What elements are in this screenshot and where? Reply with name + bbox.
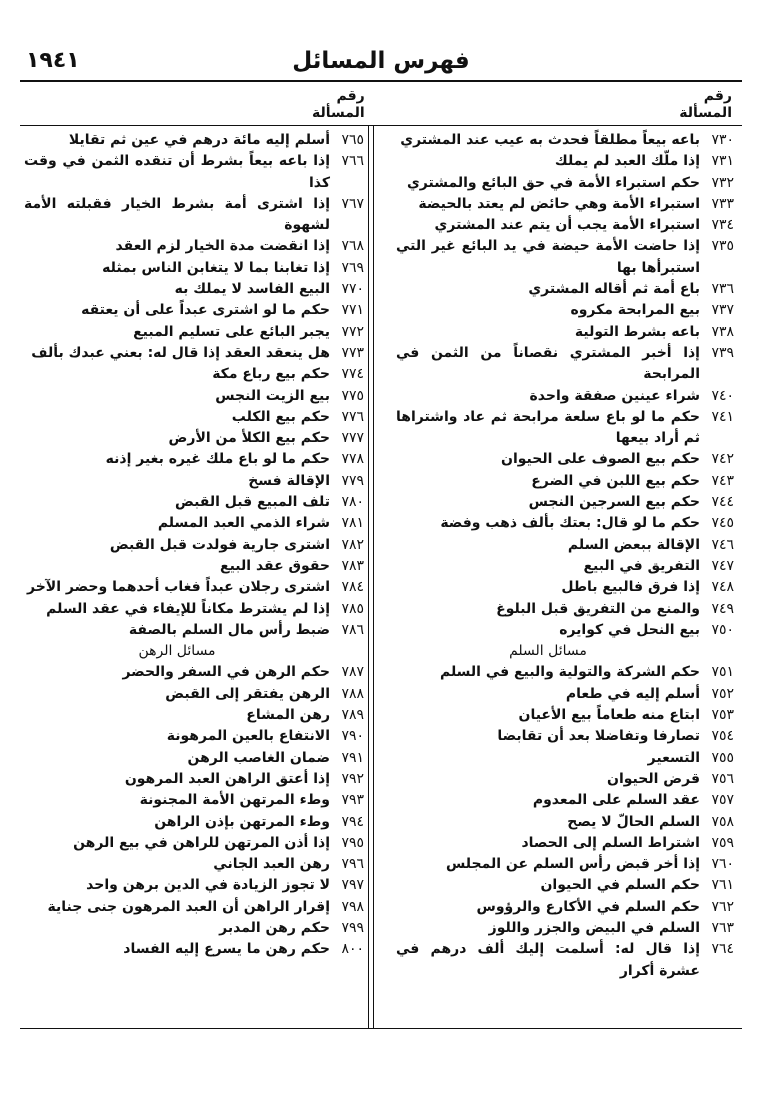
index-entry: [24, 151, 364, 194]
index-entry: [24, 343, 364, 364]
entry-number: ٧٤٢: [711, 451, 734, 468]
entry-text: إذا اشترى أمة بشرط الخيار فقبلته الأمة لشهوة: [24, 195, 330, 234]
index-entry: [24, 428, 364, 449]
index-entry: [24, 258, 364, 279]
entry-text: إذا فرق فالبيع باطل: [561, 579, 700, 596]
entry-text: باع أمة ثم أقاله المشتري: [528, 281, 700, 298]
index-entry: [24, 556, 364, 577]
entry-text: هل ينعقد العقد إذا قال له: بعني عبدك بألف: [31, 344, 330, 361]
entry-number: ٨٠٠: [341, 941, 364, 958]
entry-text: لا تجوز الزيادة في الدين برهن واحد: [86, 877, 330, 894]
page-number: ١٩٤١: [26, 48, 80, 73]
entry-number: ٧٣٨: [711, 323, 734, 340]
entry-number: ٧٤٤: [711, 494, 734, 511]
entry-number: ٧٦٨: [341, 238, 364, 255]
entry-number: ٧٦٣: [711, 919, 734, 936]
index-entry: [24, 194, 364, 237]
entry-text: تلف المبيع قبل القبض: [174, 494, 330, 511]
entry-number: ٧٤١: [711, 408, 734, 425]
entry-text: حكم الرهن في السفر والحضر: [122, 664, 330, 681]
entry-text: الرهن يفتقر إلى القبض: [165, 685, 330, 702]
section-heading: [396, 641, 734, 662]
entry-text: يجبر البائع على تسليم المبيع: [133, 323, 330, 340]
entry-text: الإقالة فسخ: [248, 472, 330, 489]
index-entry: [24, 236, 364, 257]
entry-text: حكم بيع الصوف على الحيوان: [501, 451, 700, 468]
entry-text: إذا أذن المرتهن للراهن في بيع الرهن: [73, 834, 330, 851]
entry-number: ٧٩٦: [341, 856, 364, 873]
entry-number: ٧٤٥: [711, 515, 734, 532]
index-entry: [396, 343, 734, 386]
entry-text: أسلم إليه مائة درهم في عين ثم تقايلا: [68, 132, 330, 148]
entry-text: قرض الحيوان: [607, 770, 700, 787]
entry-text: إذا لم يشترط مكاناً للإيفاء في عقد السلم: [46, 600, 330, 617]
entry-text: حكم السلم في الحيوان: [540, 877, 700, 894]
index-entry: [396, 662, 734, 683]
column-heading-line1: رقم: [336, 88, 365, 104]
entry-text: استبراء الأمة يجب أن يتم عند المشتري: [434, 217, 700, 234]
column-heading-right: [679, 88, 732, 122]
entry-text: تصارفا وتفاضلا بعد أن تقابضا: [497, 728, 700, 745]
entry-text: بيع المرابحة مكروه: [570, 302, 700, 319]
entry-number: ٧٤٦: [711, 536, 734, 553]
index-entry: [24, 300, 364, 321]
entry-text: حكم بيع الكلأ من الأرض: [168, 430, 330, 447]
entry-text: التفريق في البيع: [583, 557, 700, 574]
index-entry: [396, 833, 734, 854]
entry-number: ٧٦٥: [341, 132, 364, 148]
entry-text: حكم ما لو اشترى عبداً على أن يعتقه: [81, 302, 330, 319]
entry-number: ٧٣٤: [711, 217, 734, 234]
index-entry: [396, 151, 734, 172]
entry-text: حكم السلم في الأكارع والرؤوس: [476, 898, 700, 915]
entry-number: ٧٣٥: [711, 238, 734, 255]
entry-text: حكم استبراء الأمة في حق البائع والمشتري: [406, 174, 700, 191]
index-entry: [396, 471, 734, 492]
entry-number: ٧٧٨: [341, 451, 364, 468]
index-entry: [24, 939, 364, 960]
index-entry: [24, 577, 364, 598]
index-entry: [396, 897, 734, 918]
entry-text: ضمان الغاصب الرهن: [187, 749, 330, 766]
entry-number: ٧٧٧: [341, 430, 364, 447]
entry-text: حكم الشركة والتولية والبيع في السلم: [439, 664, 700, 681]
entry-text: الانتفاع بالعين المرهونة: [166, 728, 330, 745]
entry-text: باعه بشرط التولية: [574, 323, 700, 340]
index-entry: [396, 322, 734, 343]
entry-text: والمنع من التفريق قبل البلوغ: [496, 600, 700, 617]
entry-number: ٧٨٨: [341, 685, 364, 702]
entry-text: حكم ما لو قال: بعتك بألف ذهب وفضة: [440, 515, 700, 532]
entry-text: إذا أخبر المشتري نقصاناً من الثمن في المرابحة: [396, 344, 700, 383]
index-entry: [396, 577, 734, 598]
index-entry: [24, 407, 364, 428]
entry-text: شراء الذمي العبد المسلم: [157, 515, 330, 532]
entry-text: حكم رهن المدبر: [219, 919, 330, 936]
column-heading-line2: المسألة: [679, 105, 732, 121]
entry-text: حكم بيع رباع مكة: [212, 366, 330, 383]
index-entry: [396, 215, 734, 236]
entry-text: حقوق عقد البيع: [220, 557, 330, 574]
index-entry: [24, 705, 364, 726]
entry-number: ٧٧٠: [341, 281, 364, 298]
entry-number: ٧٩٥: [341, 834, 364, 851]
entry-number: ٧٣١: [711, 153, 734, 170]
entry-number: ٧٧٣: [341, 344, 364, 361]
index-entry: [24, 513, 364, 534]
entry-text: إذا باعه بيعاً بشرط أن تنقده الثمن في وقت كذا: [24, 153, 330, 191]
index-entry: [396, 918, 734, 939]
entry-text: رهن المشاع: [246, 707, 330, 724]
entry-text: اشترى جارية فولدت قبل القبض: [109, 536, 330, 553]
entry-number: ٧٤٩: [711, 600, 734, 617]
entry-text: إذا تغابنا بما لا يتغابن الناس بمثله: [102, 259, 330, 276]
index-entry: [24, 492, 364, 513]
entry-text: إذا حاضت الأمة حيضة في يد البائع غير التي استبرأها بها: [396, 238, 700, 276]
entry-text: حكم ما لو باع ملك غيره بغير إذنه: [105, 451, 330, 468]
entry-number: ٧٨١: [341, 515, 364, 532]
index-entry: [24, 812, 364, 833]
index-entry: [24, 620, 364, 641]
entry-number: ٧٩٣: [341, 792, 364, 809]
entry-number: ٧٨٩: [341, 707, 364, 724]
section-heading: [24, 641, 364, 662]
index-entry: [396, 726, 734, 747]
entry-text: البيع الفاسد لا يملك به: [174, 281, 330, 298]
index-entry: [396, 173, 734, 194]
index-entry: [24, 535, 364, 556]
entry-text: باعه بيعاً مطلقاً فحدث به عيب عند المشتري: [400, 132, 700, 148]
page-title: فهرس المسائل: [292, 48, 470, 74]
entry-number: ٧٨٣: [341, 557, 364, 574]
index-entry: [396, 620, 734, 641]
page-header: [20, 44, 742, 80]
table-top-rule: [20, 125, 742, 126]
entry-number: ٧٣٣: [711, 195, 734, 212]
entry-text: اشترى رجلان عبداً فغاب أحدهما وحضر الآخر: [27, 579, 330, 596]
entry-text: الإقالة ببعض السلم: [567, 536, 700, 553]
index-entry: [396, 556, 734, 577]
entry-text: وطء المرتهن بإذن الراهن: [154, 813, 330, 830]
entry-number: ٧٨٦: [341, 621, 364, 638]
entry-number: ٧٨٥: [341, 600, 364, 617]
entry-text: إذا انقضت مدة الخيار لزم العقد: [115, 238, 330, 255]
entry-number: ٧٥٥: [711, 749, 734, 766]
entry-number: ٧٦١: [711, 877, 734, 894]
entry-number: ٧٩٩: [341, 919, 364, 936]
index-entry: [24, 279, 364, 300]
index-entry: [24, 726, 364, 747]
entry-number: ٧٥١: [711, 664, 734, 681]
entry-text: اشتراط السلم إلى الحصاد: [521, 834, 700, 851]
index-entry: [396, 279, 734, 300]
entry-text: عقد السلم على المعدوم: [532, 792, 700, 809]
entry-number: ٧٦٦: [341, 153, 364, 170]
entry-text: ابتاع منه طعاماً بيع الأعيان: [518, 707, 700, 724]
entry-text: أسلم إليه في طعام: [565, 685, 700, 702]
entry-text: ضبط رأس مال السلم بالصفة: [128, 621, 330, 638]
entry-text: وطء المرتهن الأمة المجنونة: [139, 792, 330, 809]
entry-number: ٧٥٤: [711, 728, 734, 745]
index-entry: [396, 535, 734, 556]
entry-number: ٧٧٦: [341, 408, 364, 425]
entry-text: حكم بيع اللبن في الضرع: [531, 472, 700, 489]
entry-number: ٧٧٤: [341, 366, 364, 383]
table-bottom-rule: [20, 1028, 742, 1029]
index-entry: [24, 684, 364, 705]
entry-number: ٧٣٦: [711, 281, 734, 298]
entry-text: استبراء الأمة وهي حائض لم يعتد بالحيضة: [418, 195, 700, 212]
index-entry: [24, 875, 364, 896]
index-entry: [24, 599, 364, 620]
entry-text: السلم في البيض والجزر واللوز: [488, 919, 700, 936]
entry-text: شراء عينين صفقة واحدة: [529, 387, 700, 404]
index-entry: [24, 854, 364, 875]
index-entry: [396, 854, 734, 875]
entry-text: حكم بيع الكلب: [231, 408, 330, 425]
index-entry: [396, 769, 734, 790]
entry-text: بيع الزيت النجس: [215, 387, 330, 404]
entry-text: السلم الحالّ لا يصح: [567, 813, 700, 830]
index-entry: [24, 364, 364, 385]
entry-number: ٧٣٢: [711, 174, 734, 191]
index-entry: [24, 769, 364, 790]
entry-number: ٧٦٠: [711, 856, 734, 873]
column-heading-left: [312, 88, 365, 122]
entry-text: إذا أعتق الراهن العبد المرهون: [124, 770, 330, 787]
entry-text: إذا أخر قبض رأس السلم عن المجلس: [446, 856, 700, 873]
index-entry: [396, 194, 734, 215]
index-entry: [396, 492, 734, 513]
entry-number: ٧٥٢: [711, 685, 734, 702]
column-divider: [368, 125, 374, 1029]
entry-number: ٧٥٣: [711, 707, 734, 724]
section-title: مسائل السلم: [509, 643, 587, 660]
index-entry: [24, 322, 364, 343]
entry-number: ٧٤٧: [711, 557, 734, 574]
entry-number: ٧٦٤: [711, 941, 734, 958]
entry-text: رهن العبد الجاني: [213, 856, 330, 873]
entry-number: ٧٧١: [341, 302, 364, 319]
entry-text: حكم رهن ما يسرع إليه الفساد: [123, 941, 330, 958]
index-entry: [24, 748, 364, 769]
entry-number: ٧٥٠: [711, 621, 734, 638]
section-title: مسائل الرهن: [138, 643, 216, 660]
entry-number: ٧٤٠: [711, 387, 734, 404]
entry-text: حكم ما لو باع سلعة مرابحة ثم عاد واشتراها ثم أراد بيعها: [396, 408, 700, 447]
index-entry: [396, 300, 734, 321]
index-entry: [24, 790, 364, 811]
entry-number: ٧٨٠: [341, 494, 364, 511]
entry-number: ٧٩٨: [341, 898, 364, 915]
entry-text: بيع النحل في كوايره: [559, 621, 700, 638]
entry-number: ٧٦٧: [341, 195, 364, 212]
index-entry: [396, 513, 734, 534]
index-entry: [24, 471, 364, 492]
entry-number: ٧٩٠: [341, 728, 364, 745]
entry-number: ٧٧٩: [341, 472, 364, 489]
entry-text: حكم بيع السرجين النجس: [528, 494, 700, 511]
entry-number: ٧٣٧: [711, 302, 734, 319]
index-column-right: [396, 130, 734, 982]
index-entry: [396, 939, 734, 982]
entry-number: ٧٥٧: [711, 792, 734, 809]
index-entry: [396, 875, 734, 896]
entry-number: ٧٨٤: [341, 579, 364, 596]
entry-number: ٧٩١: [341, 749, 364, 766]
index-entry: [24, 449, 364, 470]
column-heading-line2: المسألة: [312, 105, 365, 121]
entry-number: ٧٦٢: [711, 898, 734, 915]
entry-number: ٧٥٩: [711, 834, 734, 851]
index-entry: [24, 130, 364, 151]
index-entry: [396, 812, 734, 833]
entry-text: إقرار الراهن أن العبد المرهون جنى جناية: [47, 898, 330, 915]
index-entry: [396, 748, 734, 769]
index-entry: [396, 705, 734, 726]
index-entry: [24, 833, 364, 854]
entry-number: ٧٩٢: [341, 770, 364, 787]
entry-number: ٧٦٩: [341, 259, 364, 276]
entry-number: ٧٣٩: [711, 344, 734, 361]
entry-number: ٧٧٢: [341, 323, 364, 340]
index-entry: [396, 599, 734, 620]
index-entry: [396, 386, 734, 407]
entry-number: ٧٩٧: [341, 877, 364, 894]
index-entry: [24, 386, 364, 407]
entry-number: ٧٤٨: [711, 579, 734, 596]
entry-number: ٧٨٧: [341, 664, 364, 681]
header-rule: [20, 80, 742, 82]
entry-number: ٧٨٢: [341, 536, 364, 553]
column-heading-line1: رقم: [703, 88, 732, 104]
index-column-left: [24, 130, 364, 961]
index-entry: [396, 236, 734, 279]
index-entry: [24, 918, 364, 939]
entry-number: ٧٤٣: [711, 472, 734, 489]
entry-number: ٧٥٨: [711, 813, 734, 830]
entry-number: ٧٣٠: [711, 132, 734, 148]
entry-number: ٧٥٦: [711, 770, 734, 787]
index-entry: [24, 897, 364, 918]
entry-text: إذا قال له: أسلمت إليك ألف درهم في عشرة أكرار: [396, 941, 700, 979]
index-entry: [396, 684, 734, 705]
index-entry: [396, 449, 734, 470]
entry-number: ٧٧٥: [341, 387, 364, 404]
index-entry: [396, 790, 734, 811]
entry-number: ٧٩٤: [341, 813, 364, 830]
entry-text: إذا ملّك العبد لم يملك: [554, 153, 700, 170]
entry-text: التسعير: [647, 749, 700, 766]
index-entry: [396, 407, 734, 450]
index-entry: [24, 662, 364, 683]
index-entry: [396, 130, 734, 151]
